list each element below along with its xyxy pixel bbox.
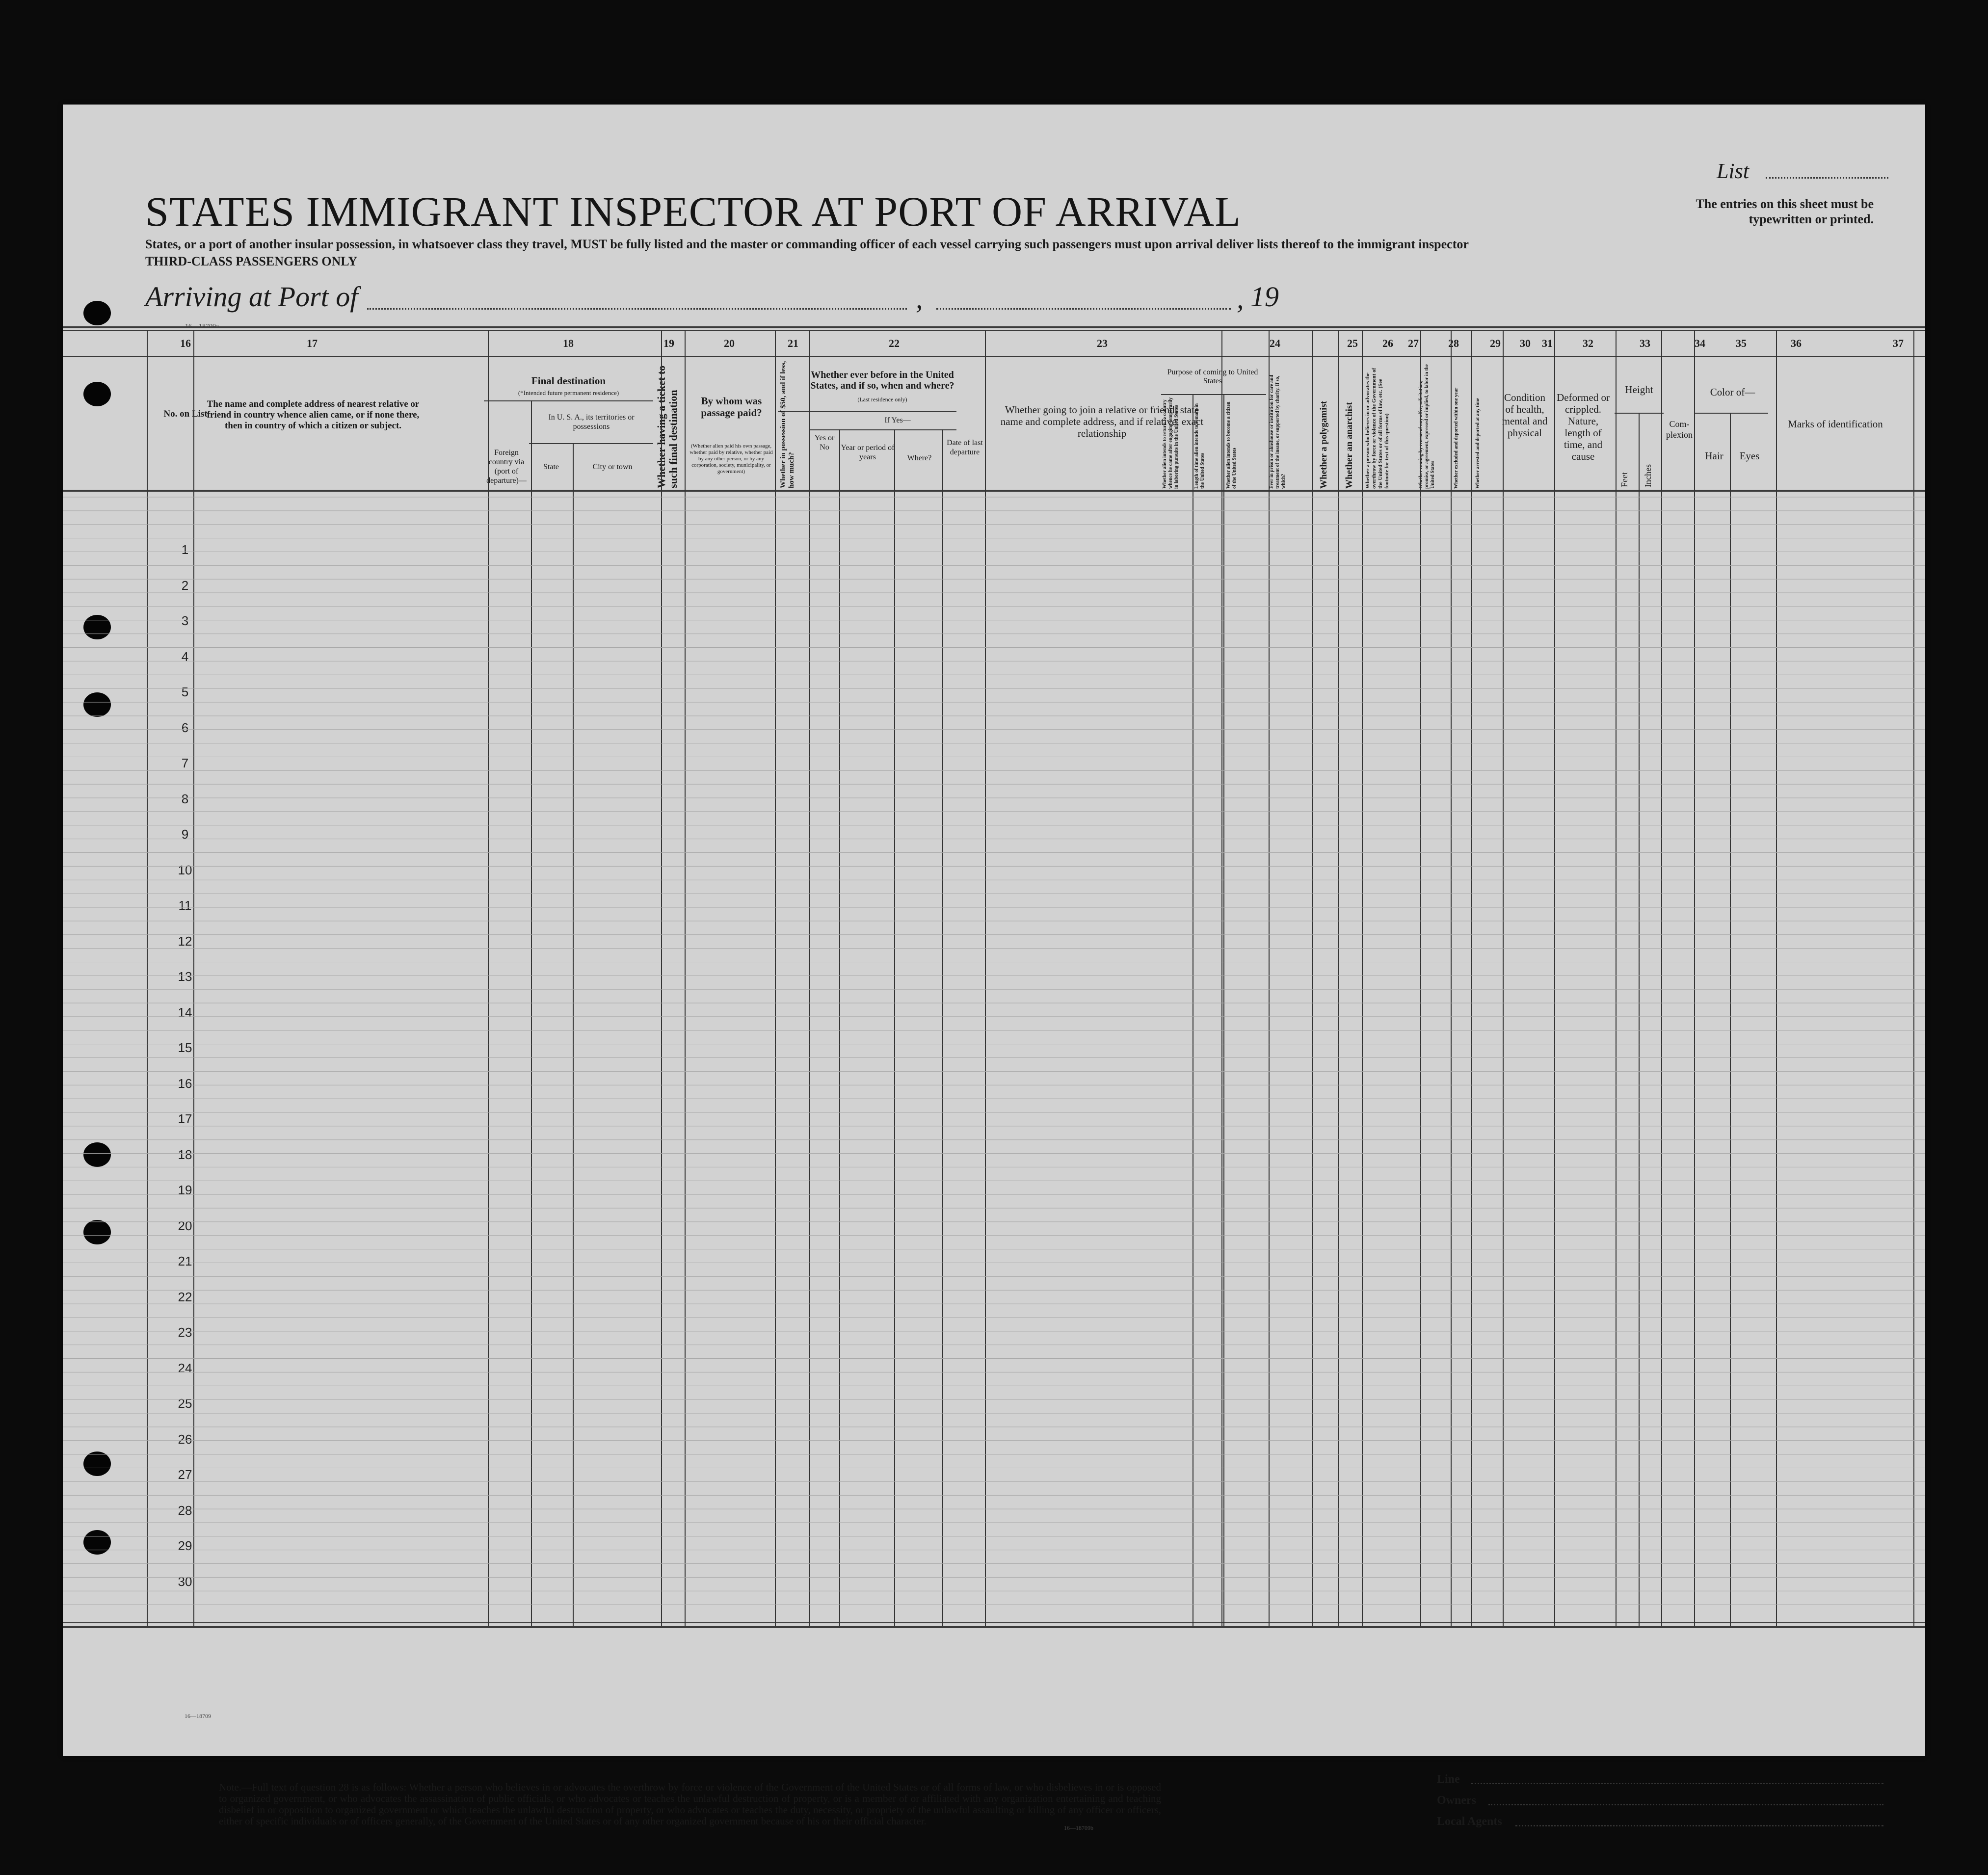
row-number: 18 (178, 1147, 192, 1162)
header-last-residence: (Last residence only) (857, 396, 907, 403)
punch-hole (83, 1452, 111, 1476)
table-top-rule (63, 326, 1925, 328)
row-number: 30 (178, 1574, 192, 1589)
row-number: 25 (178, 1396, 192, 1411)
row-number: 5 (181, 685, 189, 699)
header-polygamist: Whether a polygamist (1319, 400, 1329, 489)
header-excluded-deported: Whether excluded and deported within one year (1454, 388, 1459, 489)
column-number: 28 (1448, 337, 1459, 349)
row-number: 15 (178, 1040, 192, 1055)
comma-separator: , (1237, 283, 1244, 315)
header-foreign-country: Foreign country via (port of departure)— (486, 449, 527, 485)
date-field[interactable] (936, 308, 1231, 310)
column-number: 35 (1736, 337, 1747, 349)
header-overthrow: Whether a person who believes in or advocates the overthrow by force or violence of the Government of the United States or of all forms of law, etc. (See footnote for text of this question) (1365, 368, 1390, 489)
table-bottom-rule (63, 1626, 1925, 1628)
row-number: 16 (178, 1076, 192, 1091)
punch-hole (83, 301, 111, 325)
column-number: 26 (1382, 337, 1393, 349)
header-marks-identification: Marks of identification (1788, 418, 1883, 430)
header-bottom-rule (63, 490, 1925, 492)
column-number: 24 (1270, 337, 1280, 349)
column-number-rule (63, 356, 1925, 357)
subtitle-class: THIRD-CLASS PASSENGERS ONLY (145, 254, 358, 268)
header-yes-no: Yes or No (814, 434, 835, 451)
column-number: 30 (1520, 337, 1531, 349)
column-number: 31 (1542, 337, 1553, 349)
header-final-destination: Final destination (531, 375, 606, 387)
row-number: 17 (178, 1111, 192, 1126)
punch-hole (83, 1142, 111, 1167)
row-number: 3 (181, 613, 189, 628)
header-final-destination-note: (*Intended future permanent residence) (518, 389, 619, 396)
local-agents-label: Local Agents (1437, 1815, 1502, 1828)
column-number: 25 (1347, 337, 1358, 349)
entries-note: The entries on this sheet must be typewritten or printed. (1696, 197, 1874, 226)
row-number: 9 (181, 827, 189, 842)
row-number: 12 (178, 933, 192, 949)
column-number: 29 (1490, 337, 1501, 349)
header-deformed: Deformed or crippled. Nature, length of time, and cause (1557, 392, 1610, 462)
manifest-sheet (63, 105, 1925, 1831)
header-city-town: City or town (592, 463, 633, 471)
row-number: 23 (178, 1325, 192, 1340)
line-label: Line (1437, 1773, 1460, 1786)
header-labor-offer: Whether coming by reason of any offer, solicitation, promise, or agreement, expressed or implied, to labor in the United States (1418, 364, 1435, 489)
column-number: 36 (1791, 337, 1802, 349)
row-number: 7 (181, 756, 189, 770)
row-number: 13 (178, 969, 192, 984)
header-feet: Feet (1619, 472, 1629, 487)
row-number: 1 (181, 542, 189, 557)
column-number: 34 (1695, 337, 1705, 349)
row-number: 28 (178, 1503, 192, 1518)
header-ticket: Whether having a ticket to such final destination (655, 365, 679, 488)
header-inches: Inches (1643, 464, 1653, 487)
header-passage-paid: By whom was passage paid? (701, 395, 762, 419)
row-number: 11 (178, 898, 192, 913)
header-ever-before-us: Whether ever before in the United States, and if so, when and where? (810, 370, 954, 391)
header-no-on-list: No. on List (163, 409, 208, 419)
header-purpose: Purpose of coming to United States (1167, 368, 1258, 385)
header-join-relative: Whether going to join a relative or friend; state name and complete address, and if relative, exact relationship (1000, 404, 1204, 439)
subtitle-instructions: States, or a port of another insular possession, in whatsoever class they travel, MUST be fully listed and the master or commanding officer of each vessel carrying such passengers must upon arrival deliver lists thereof to the immigrant inspector (145, 237, 1469, 251)
form-number-bottom: 16—18709 (185, 1713, 211, 1719)
table-grid (63, 105, 1925, 1756)
header-date-departure: Date of last departure (947, 439, 983, 456)
subheader-rule (1161, 394, 1266, 395)
header-if-yes: If Yes— (884, 416, 911, 424)
row-number: 29 (178, 1538, 192, 1553)
column-number: 27 (1408, 337, 1419, 349)
column-number: 16 (180, 337, 191, 349)
subheader-rule (529, 443, 653, 444)
header-usa-territories: In U. S. A., its territories or possessions (548, 413, 635, 431)
owners-label: Owners (1437, 1794, 1476, 1807)
header-color-of: Color of— (1710, 386, 1755, 398)
header-health: Condition of health, mental and physical (1502, 392, 1548, 439)
year-prefix: 19 (1250, 281, 1279, 313)
row-number: 14 (178, 1004, 192, 1020)
table-rule (63, 330, 1925, 331)
footnote-question-28: Note.—Full text of question 28 is as follows: Whether a person who believes in or advocates the overthrow by force or violence of the Government of the United States or of all forms of law, or who disbelieves in or is opposed to organized government, or who advocates the assassination of public officials, or who advocates or teaches the unlawful destruction of property, or is a member of or affiliated with any organization entertaining and teaching disbelief in or opposition to organized government or which teaches the unlawful destruction of property, or who advocates or teaches the duty, necessity, or propriety of the unlawful assaulting or killing of any officer or officers, either of specific individuals or of officers generally, of the Government of the United States or of any other organized government because of his or their official character. (219, 1781, 1161, 1827)
punch-hole (83, 1530, 111, 1555)
column-number: 23 (1097, 337, 1108, 349)
comma-separator: , (916, 283, 923, 315)
row-number: 21 (178, 1254, 192, 1268)
list-label: List (1717, 159, 1749, 183)
list-number-field[interactable] (1766, 177, 1888, 179)
subheader-rule (809, 429, 956, 430)
header-anarchist: Whether an anarchist (1344, 402, 1354, 489)
subheader-rule (1695, 413, 1768, 414)
header-arrested-deported: Whether arrested and deported at any time (1475, 397, 1481, 489)
header-length-stay: Length of time alien intends to remain in the United States (1194, 403, 1205, 489)
column-number: 37 (1893, 337, 1904, 349)
row-number: 10 (178, 862, 192, 877)
column-number: 19 (663, 337, 674, 349)
header-intends-citizen: Whether alien intends to become a citizen of the United States (1226, 401, 1237, 489)
owners-field[interactable] (1488, 1804, 1883, 1805)
column-number: 20 (724, 337, 735, 349)
column-number: 18 (563, 337, 574, 349)
subheader-rule (1615, 413, 1664, 414)
table-bottom-rule (63, 1622, 1925, 1623)
column-number: 17 (307, 337, 318, 349)
punch-hole (83, 692, 111, 717)
header-fifty-dollars: Whether in possession of $50, and if less, how much? (779, 361, 795, 488)
row-number: 22 (178, 1289, 192, 1304)
header-intends-return: Whether alien intends to return to country whence he came after engaging temporarily in laboring pursuits in the United States (1162, 397, 1179, 489)
local-agents-field[interactable] (1515, 1825, 1883, 1826)
row-number: 8 (181, 791, 189, 806)
header-prison-almshouse: Ever in prison or almshouse or institution for care and treatment of the insane, or supported by charity. If so, which? (1269, 374, 1286, 489)
header-where: Where? (907, 454, 932, 462)
form-number-top: 16—18709a (185, 323, 219, 330)
header-year-period: Year or period of years (841, 444, 895, 461)
row-number: 24 (178, 1360, 192, 1375)
column-number: 22 (889, 337, 900, 349)
header-nearest-relative: The name and complete address of nearest relative or friend in country whence alien came, or if none there, then in country of which a citizen or subject. (207, 399, 420, 431)
header-eyes: Eyes (1739, 450, 1760, 462)
punch-hole (83, 382, 111, 406)
header-complexion: Com-plexion (1666, 419, 1693, 440)
arriving-label: Arriving at Port of (145, 281, 358, 313)
port-field[interactable] (367, 308, 907, 310)
column-number: 33 (1640, 337, 1650, 349)
punch-hole (83, 1220, 111, 1244)
subheader-rule (484, 400, 653, 401)
row-number: 27 (178, 1467, 192, 1482)
page-title: STATES IMMIGRANT INSPECTOR AT PORT OF ARRIVAL (145, 188, 1241, 235)
punch-hole (83, 615, 111, 639)
header-hair: Hair (1705, 450, 1723, 462)
footnote-form-number: 16—18709b (1064, 1824, 1093, 1831)
row-number: 6 (181, 720, 189, 735)
header-state: State (543, 463, 559, 471)
column-number: 21 (788, 337, 798, 349)
row-number: 4 (181, 649, 189, 664)
row-number: 19 (178, 1183, 192, 1197)
row-number: 20 (178, 1218, 192, 1233)
column-number: 32 (1583, 337, 1593, 349)
line-field[interactable] (1471, 1783, 1883, 1784)
row-number: 2 (181, 578, 189, 593)
header-passage-paid-note: (Whether alien paid his own passage, whether paid by relative, whether paid by any other person, or by any corporation, society, municipality, or government) (689, 443, 773, 475)
row-number: 26 (178, 1431, 192, 1447)
header-height: Height (1625, 384, 1653, 396)
